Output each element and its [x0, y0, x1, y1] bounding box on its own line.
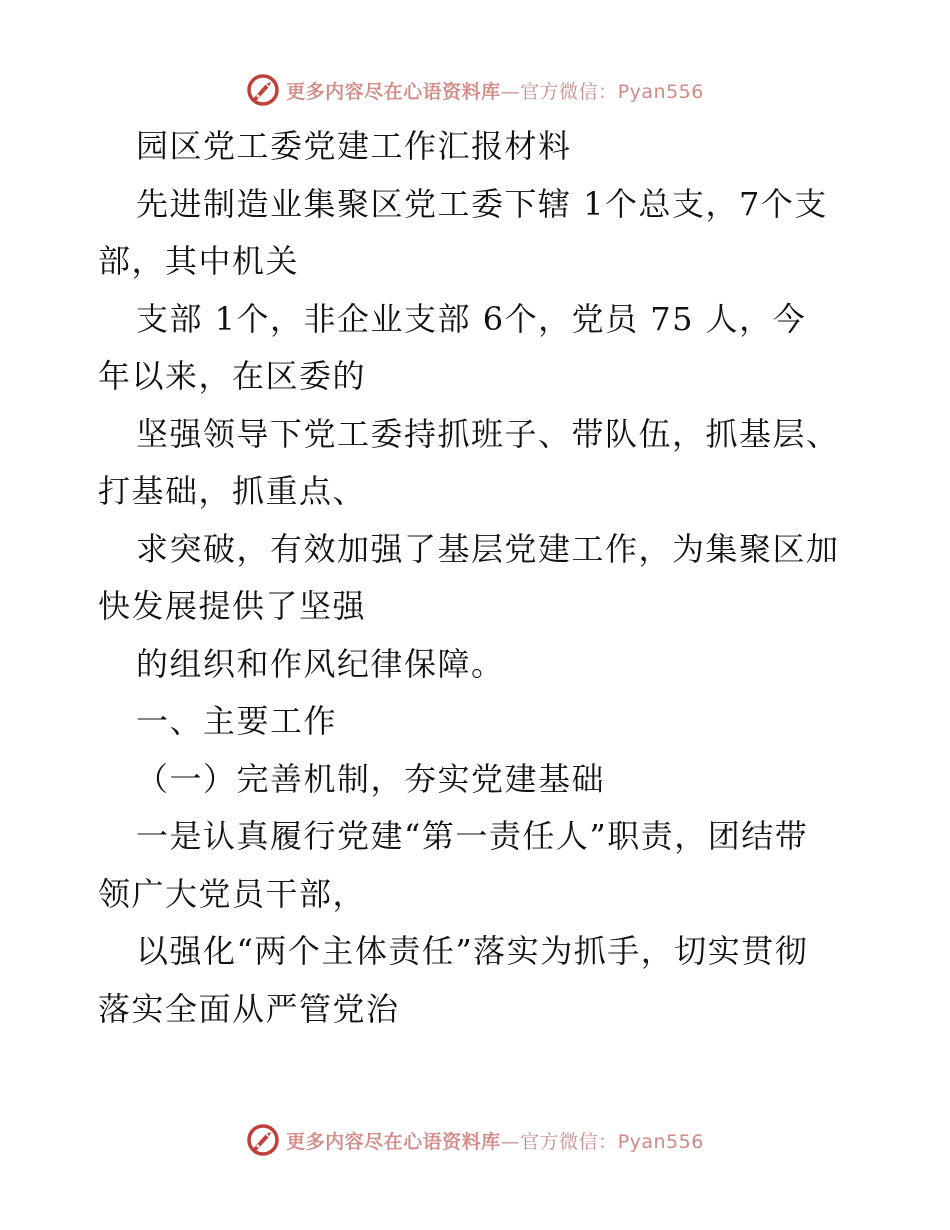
watermark-account: Pyan556: [617, 1130, 704, 1153]
watermark-group: [246, 1123, 704, 1157]
watermark-text: [286, 1127, 704, 1154]
pen-nib-logo-icon: [246, 73, 280, 107]
paragraph-line: 领广大党员干部，: [98, 874, 367, 913]
paragraph-line: 快发展提供了坚强: [98, 587, 367, 625]
pen-nib-logo-icon: [246, 1123, 280, 1157]
watermark-slogan: 更多内容尽在心语资料库: [286, 1130, 501, 1153]
watermark-group: [246, 73, 704, 107]
watermark-dash: —: [500, 1130, 521, 1153]
watermark-text: [286, 77, 704, 104]
subsection-heading: （一）完善机制，夯实党建基础: [136, 759, 606, 798]
paragraph-line: 年以来，在区委的: [98, 357, 367, 395]
paragraph-line: 先进制造业集聚区党工委下辖 1个总支，7个支: [136, 184, 828, 223]
watermark-dash: —: [500, 80, 521, 103]
paragraph-line: 求突破，有效加强了基层党建工作，为集聚区加: [136, 529, 840, 568]
paragraph-line: 支部 1个，非企业支部 6个，党员 75 人，今: [136, 299, 807, 338]
document-body: [98, 118, 868, 1038]
paragraph-line: 的组织和作风纪律保障。: [136, 644, 505, 683]
watermark-wechat-label: 官方微信：: [520, 1130, 618, 1153]
watermark-wechat-label: 官方微信：: [520, 80, 618, 103]
section-heading: 一、主要工作: [136, 702, 338, 740]
watermark-banner-bottom: [0, 1120, 950, 1160]
watermark-account: Pyan556: [617, 80, 704, 103]
paragraph-line: 一是认真履行党建“第一责任人”职责，团结带: [136, 817, 809, 855]
paragraph-line: 落实全面从严管党治: [98, 989, 400, 1028]
paragraph-line: 以强化“两个主体责任”落实为抓手，切实贯彻: [136, 932, 809, 970]
watermark-banner-top: [0, 70, 950, 110]
document-title: 园区党工委党建工作汇报材料: [136, 127, 572, 165]
paragraph-line: 打基础，抓重点、: [98, 472, 367, 510]
paragraph-line: 部，其中机关: [98, 242, 300, 280]
paragraph-line: 坚强领导下党工委持抓班子、带队伍，抓基层、: [136, 414, 840, 453]
watermark-slogan: 更多内容尽在心语资料库: [286, 80, 501, 103]
